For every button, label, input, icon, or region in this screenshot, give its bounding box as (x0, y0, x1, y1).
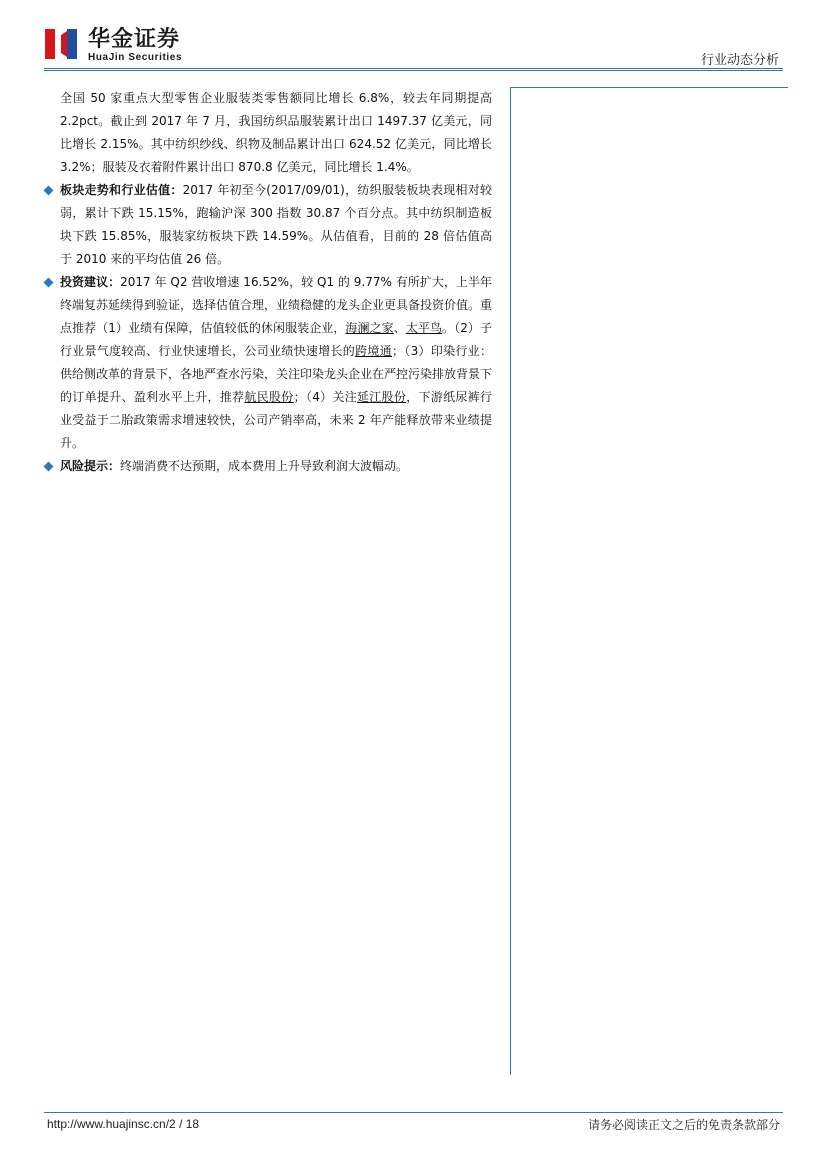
risk-text: 终端消费不达预期，成本费用上升导致利润大波幅动。 (120, 459, 409, 473)
section-label-advice: 投资建议： (60, 275, 121, 289)
valuation-text: 2017 年初至今(2017/09/01)，纺织服装板块表现相对较弱，累计下跌 15.15%，跑输沪深 300 指数 30.87 个百分点。其中纺织制造板块下跌 15.85%，服装家纺板块下跌 14.59%。从估值看，目前的 28 倍估值高于 2010 来的平均估值 26 倍。 (60, 183, 492, 266)
paragraph-risk (44, 455, 492, 478)
header-divider-secondary (44, 70, 783, 71)
advice-text-5: ；（4）关注 (293, 390, 358, 404)
sidebar-top-border (510, 87, 788, 88)
advice-text-1: 2017 年 Q2 营收增速 16.52%，较 Q1 的 9.77% 有所扩大，上半年终端复苏延续得到验证，选择估值合理，业绩稳健的龙头企业更具备投资价值。重点推荐（1）业绩有保障，估值较低的休闲服装企业， (60, 275, 493, 335)
footer-disclaimer: 请务必阅读正文之后的免责条款部分 (587, 1118, 780, 1132)
advice-text-6: ，下游纸尿裤行业受益于二胎政策需求增速较快，公司产销率高，未来 2 年产能释放带来业绩提升。 (60, 390, 492, 450)
header-divider (44, 68, 783, 69)
huajin-logo-icon (44, 27, 78, 61)
main-content (44, 87, 492, 478)
stock-link-hangmin[interactable]: 航民股份 (244, 390, 294, 404)
footer-divider (44, 1112, 783, 1113)
diamond-bullet-icon (44, 455, 54, 478)
report-type: 行业动态分析 (700, 53, 779, 68)
paragraph-retail-export: 全国 50 家重点大型零售企业服装类零售额同比增长 6.8%，较去年同期提高 2.2pct。截止到 2017 年 7 月，我国纺织品服装累计出口 1497.37 亿美元，同比增长 2.15%。其中纺织纱线、织物及制品累计出口 624.52 亿美元，同比增长 3.2%；服装及衣着附件累计出口 870.8 亿美元，同比增长 1.4%。 (60, 91, 492, 174)
paragraph-sector-valuation (44, 179, 492, 271)
stock-link-kuajingtong[interactable]: 跨境通 (355, 344, 392, 358)
section-label-valuation: 板块走势和行业估值： (60, 183, 183, 197)
advice-text-2: 、 (393, 321, 406, 335)
diamond-bullet-icon (44, 271, 54, 294)
footer-url-page[interactable]: http://www.huajinsc.cn/2 / 18 (47, 1117, 200, 1131)
advice-text-4: ；（3）印染行业：供给侧改革的背景下，各地严查水污染，关注印染龙头企业在严控污染排放背景下的订单提升、盈利水平上升，推荐 (60, 344, 493, 404)
logo-english-text: HuaJin Securities (88, 52, 183, 63)
logo-chinese-text: 华金证券 (88, 27, 181, 52)
stock-link-hailan[interactable]: 海澜之家 (345, 321, 394, 335)
advice-text-3: 。（2）子行业景气度较高、行业快速增长，公司业绩快速增长的 (60, 321, 492, 358)
paragraph-investment-advice (44, 271, 492, 455)
section-label-risk: 风险提示： (60, 459, 121, 473)
stock-link-taipingniao[interactable]: 太平鸟 (405, 321, 443, 335)
company-logo (44, 27, 204, 63)
stock-link-yanjiang[interactable]: 延江股份 (357, 390, 407, 404)
sidebar-left-border (510, 87, 511, 1075)
diamond-bullet-icon (44, 179, 54, 202)
